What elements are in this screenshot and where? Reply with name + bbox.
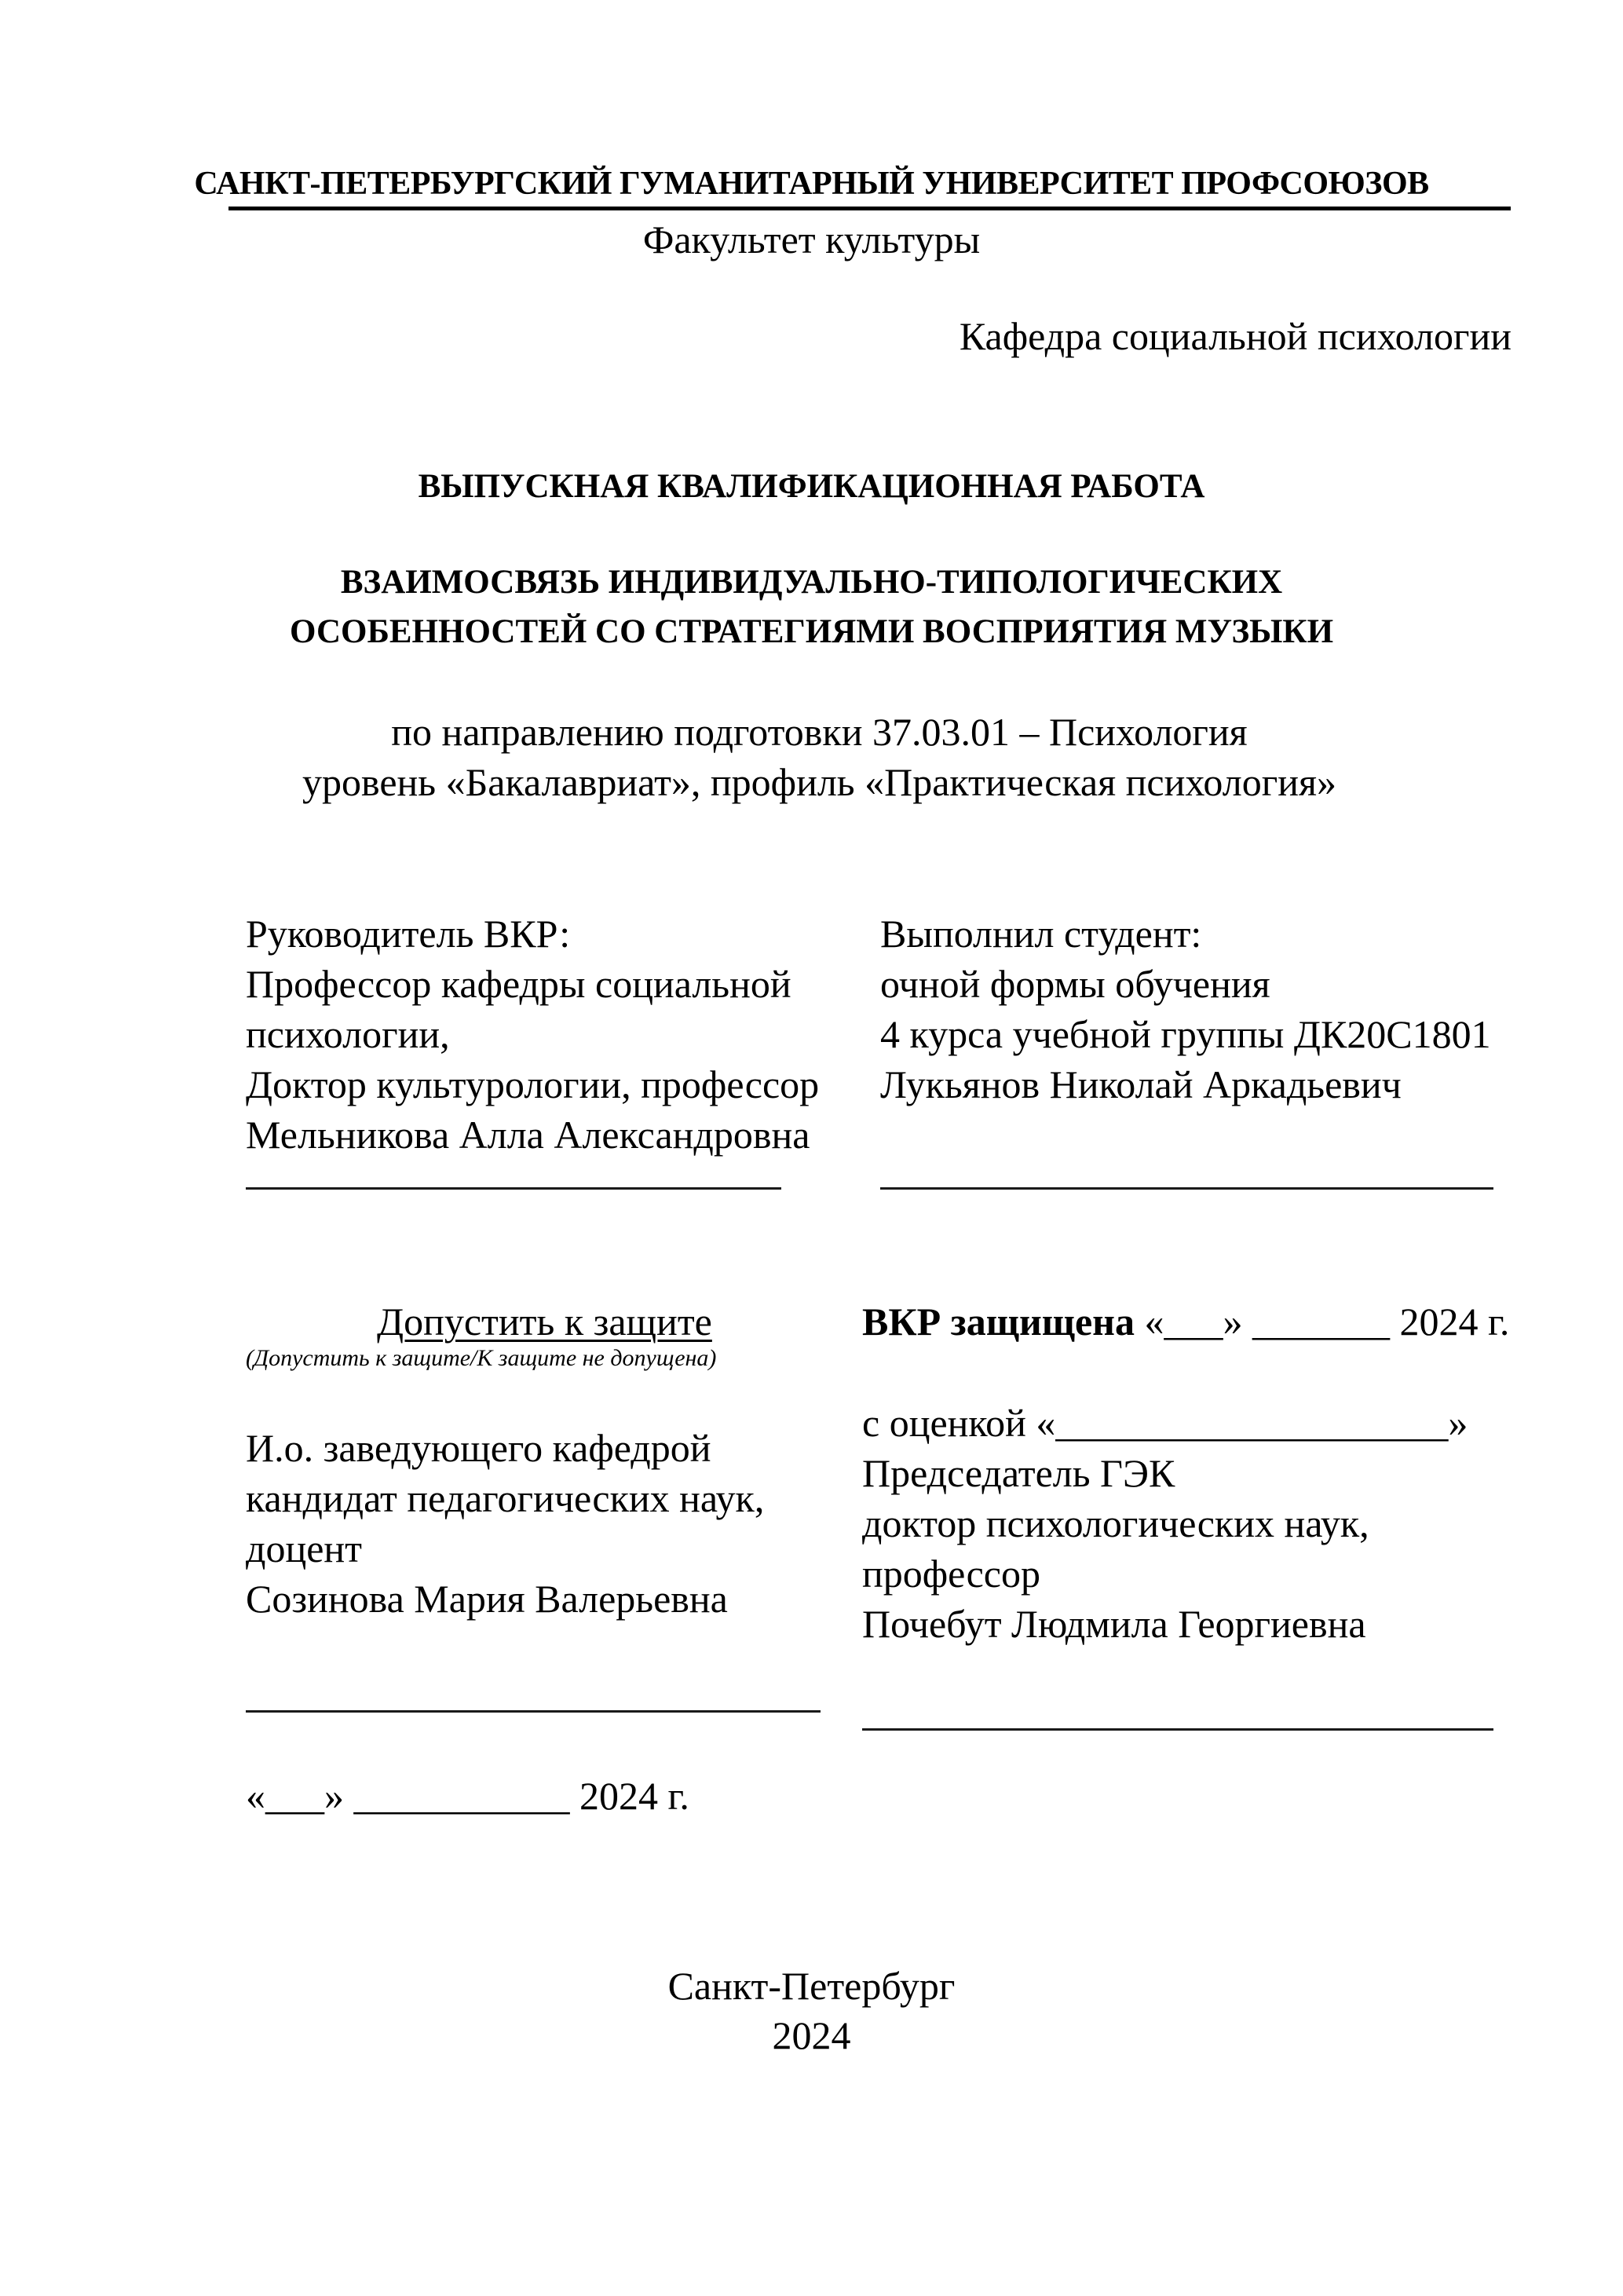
department-head-block: [246, 1423, 764, 1624]
head-signature-line[interactable]: [246, 1710, 821, 1713]
chair-degree: доктор психологических наук,: [862, 1501, 1369, 1545]
supervisor-block: [246, 909, 819, 1160]
topic-title-line-2: ОСОБЕННОСТЕЙ СО СТРАТЕГИЯМИ ВОСПРИЯТИЯ МУЗЫКИ: [289, 613, 1334, 650]
header-rule: [228, 207, 1511, 210]
footer-year: 2024: [772, 2013, 851, 2057]
supervisor-position-line-1: Профессор кафедры социальной: [246, 962, 791, 1006]
supervisor-name: Мельникова Алла Александровна: [246, 1113, 810, 1157]
chair-name: Почебут Людмила Георгиевна: [862, 1602, 1366, 1646]
admission-decision: Допустить к защите: [377, 1300, 712, 1344]
defense-date: «___» _______ 2024 г.: [1134, 1300, 1510, 1344]
exam-committee-block: [862, 1398, 1468, 1649]
defense-label: ВКР защищена: [862, 1300, 1135, 1344]
department-name: Кафедра социальной психологии: [959, 314, 1512, 358]
chair-label: Председатель ГЭК: [862, 1451, 1175, 1495]
student-name: Лукьянов Николай Аркадьевич: [880, 1062, 1402, 1106]
topic-title-line-1: ВЗАИМОСВЯЗЬ ИНДИВИДУАЛЬНО-ТИПОЛОГИЧЕСКИХ: [340, 564, 1283, 601]
student-study-form: очной формы обучения: [880, 962, 1270, 1006]
student-block: [880, 909, 1491, 1110]
defense-grade: с оценкой «____________________»: [862, 1401, 1468, 1445]
head-position: И.о. заведующего кафедрой: [246, 1426, 711, 1470]
head-degree: кандидат педагогических наук,: [246, 1476, 765, 1520]
level-profile-line: уровень «Бакалавриат», профиль «Практическая психология»: [302, 760, 1336, 804]
supervisor-signature-line[interactable]: [246, 1187, 781, 1190]
supervisor-degree: Доктор культурологии, профессор: [246, 1062, 820, 1106]
student-course-group: 4 курса учебной группы ДК20С1801: [880, 1012, 1491, 1056]
head-name: Созинова Мария Валерьевна: [246, 1577, 728, 1621]
head-title: доцент: [246, 1526, 362, 1570]
supervisor-position-line-2: психологии,: [246, 1012, 450, 1056]
admission-options-note: (Допустить к защите/К защите не допущена): [246, 1345, 717, 1371]
university-name: САНКТ-ПЕТЕРБУРГСКИЙ ГУМАНИТАРНЫЙ УНИВЕРСИТЕТ ПРОФСОЮЗОВ: [194, 166, 1429, 202]
supervisor-label: Руководитель ВКР:: [246, 912, 571, 956]
chair-title: профессор: [862, 1552, 1040, 1596]
student-signature-line[interactable]: [880, 1187, 1493, 1190]
work-type-title: ВЫПУСКНАЯ КВАЛИФИКАЦИОННАЯ РАБОТА: [418, 468, 1205, 505]
defense-date-line: [862, 1300, 1510, 1344]
faculty-name: Факультет культуры: [642, 218, 981, 261]
direction-line: по направлению подготовки 37.03.01 – Психология: [391, 710, 1248, 754]
admission-date: «___» ___________ 2024 г.: [246, 1774, 689, 1818]
chair-signature-line[interactable]: [862, 1728, 1493, 1731]
footer-city: Санкт-Петербург: [667, 1964, 956, 2008]
student-label: Выполнил студент:: [880, 912, 1202, 956]
